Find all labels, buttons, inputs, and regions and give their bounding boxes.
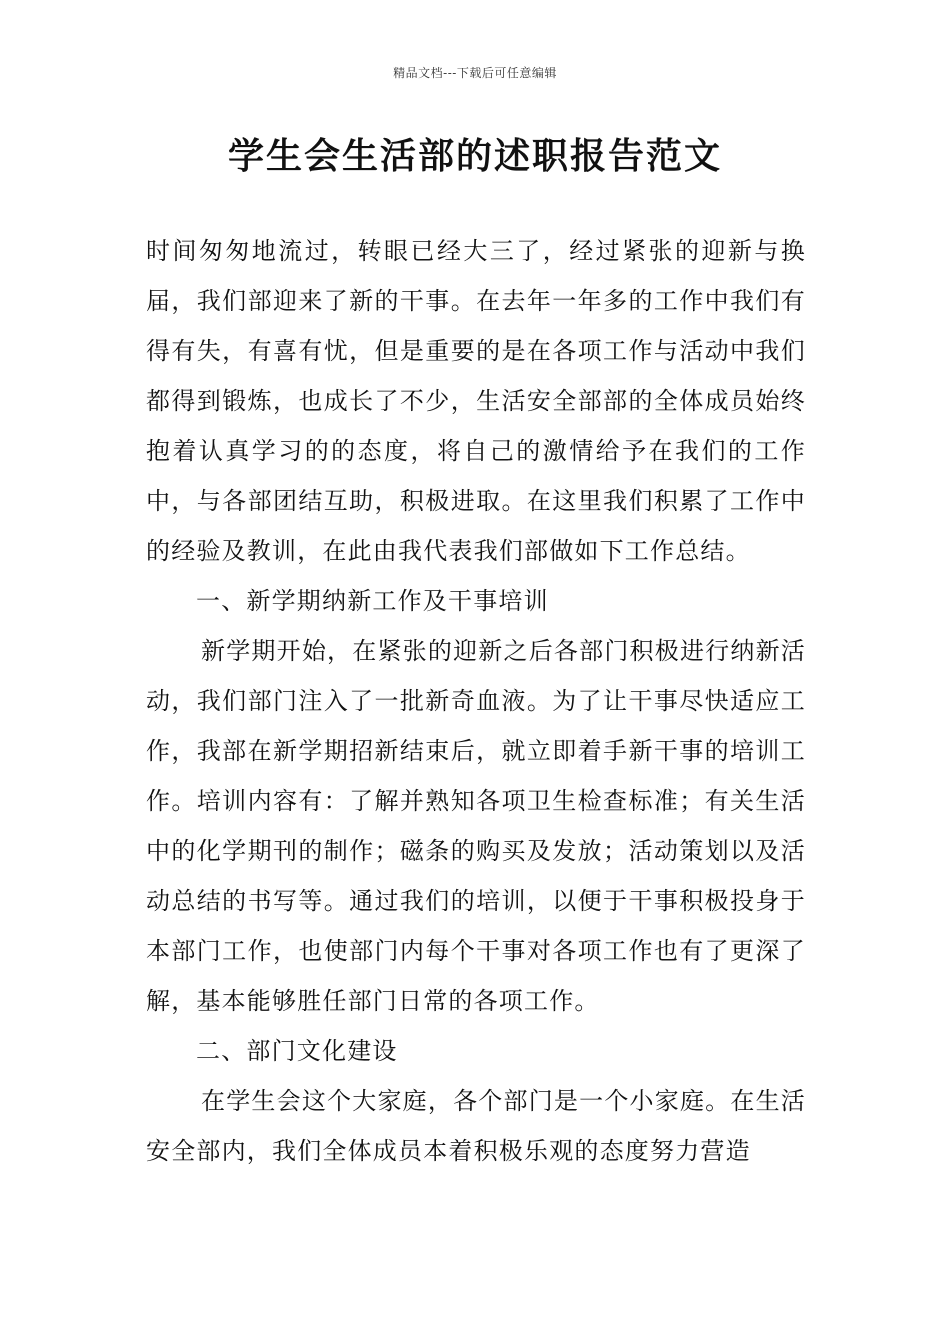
document-title: 学生会生活部的述职报告范文 [227,136,722,177]
intro-paragraph: 时间匆匆地流过，转眼已经大三了，经过紧张的迎新与换届，我们部迎来了新的干事。在去年一年多的工作中我们有得有失，有喜有忧，但是重要的是在各项工作与活动中我们都得到锻炼，也成长了不少，生活安全部部的全体成员始终抱着认真学习的的态度，将自己的激情给予在我们的工作中，与各部团结互助，积极进取。在这里我们积累了工作中的经验及教训，在此由我代表我们部做如下工作总结。 [146,237,806,565]
document-body [146,226,806,1176]
header-note: 精品文档---下载后可任意编辑 [393,66,557,80]
section-2-paragraph: 在学生会这个大家庭，各个部门是一个小家庭。在生活安全部内，我们全体成员本着积极乐观的态度努力营造 [146,1087,806,1165]
section-heading-1: 一、新学期纳新工作及干事培训 [196,587,549,615]
section-1-paragraph: 新学期开始，在紧张的迎新之后各部门积极进行纳新活动，我们部门注入了一批新奇血液。为了让干事尽快适应工作，我部在新学期招新结束后，就立即着手新干事的培训工作。培训内容有：了解并熟知各项卫生检查标准；有关生活中的化学期刊的制作；磁条的购买及发放；活动策划以及活动总结的书写等。通过我们的培训，以便于干事积极投身于本部门工作，也使部门内每个干事对各项工作也有了更深了解，基本能够胜任部门日常的各项工作。 [146,637,806,1015]
section-heading-2: 二、部门文化建设 [196,1037,398,1065]
